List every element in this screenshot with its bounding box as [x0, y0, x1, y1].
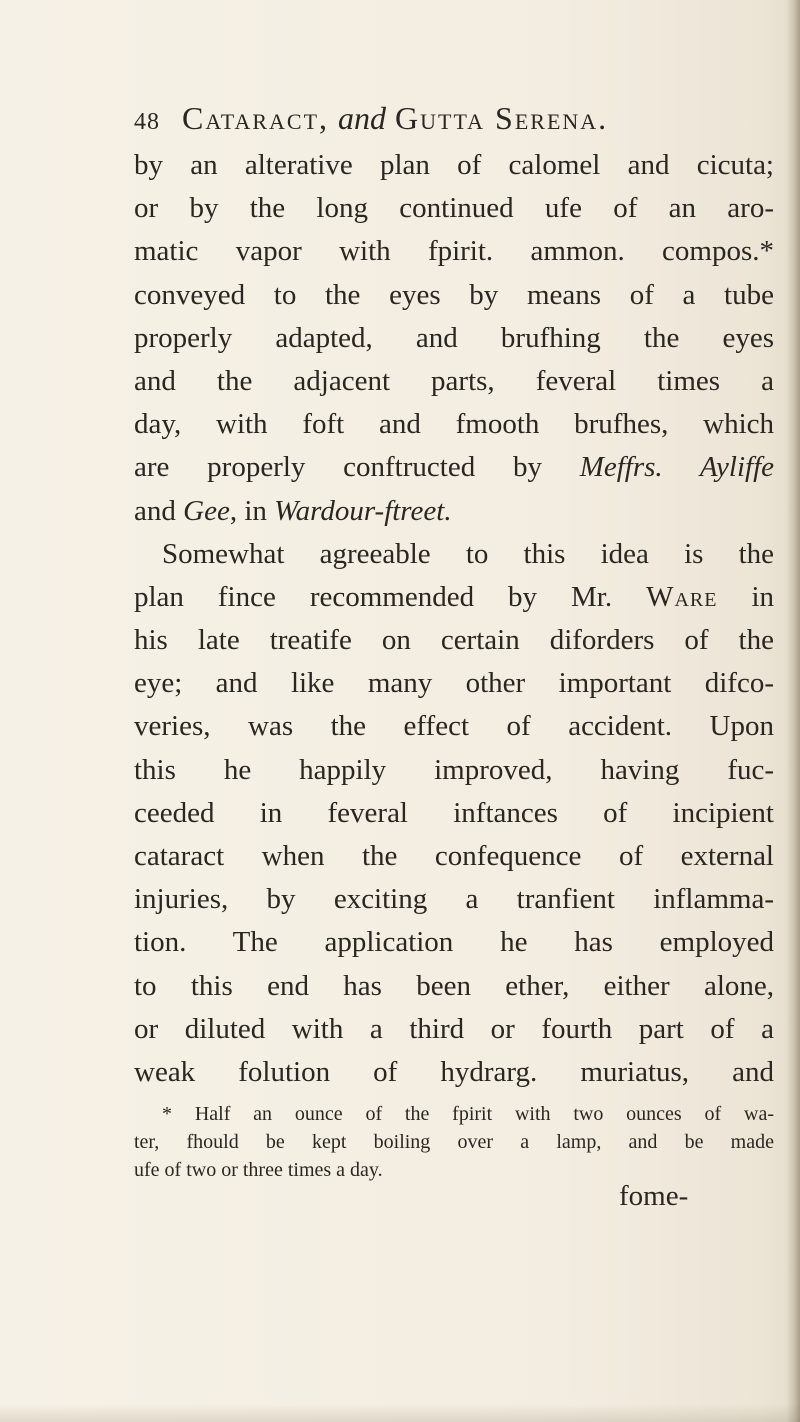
- text-line: to this end has been ether, either alone,: [134, 969, 774, 1002]
- text-line: or diluted with a third or fourth part of a: [134, 1012, 774, 1045]
- text-line: this he happily improved, having fuc-: [134, 753, 774, 786]
- text-line: cataract when the confequence of external: [134, 840, 774, 872]
- footnote-line: * Half an ounce of the fpirit with two ounces of wa-: [162, 1103, 774, 1125]
- catchword: fome-: [619, 1180, 689, 1212]
- italic-street-name: Wardour-ftreet.: [274, 494, 452, 527]
- text-line: injuries, by exciting a tranfient inflamma-: [134, 883, 774, 916]
- small-caps-name-ware: Ware: [646, 580, 718, 613]
- running-header: [134, 100, 608, 137]
- text-line: matic vapor with fpirit. ammon. compos.*: [134, 235, 774, 268]
- page-edge-shadow: [786, 0, 800, 1422]
- text-line: tion. The application he has employed: [134, 926, 774, 959]
- text-line: conveyed to the eyes by means of a tube: [134, 278, 774, 311]
- text-line: and the adjacent parts, feveral times a: [134, 364, 774, 397]
- paragraph-start-line: Somewhat agreeable to this idea is the: [162, 537, 774, 570]
- text-line: weak folution of hydrarg. muriatus, and: [134, 1055, 774, 1088]
- text-line: [134, 446, 774, 489]
- header-title-and: and: [338, 100, 387, 136]
- footnote-line: ter, fhould be kept boiling over a lamp, and be made: [134, 1131, 774, 1153]
- text-segment: in: [717, 580, 774, 613]
- text-line: properly adapted, and brufhing the eyes: [134, 321, 774, 354]
- text-segment: are properly conftructed by: [134, 451, 580, 484]
- text-line: his late treatife on certain diforders of the: [134, 624, 774, 657]
- header-title-part2: Gutta Serena.: [395, 100, 609, 136]
- footnote-line: ufe of two or three times a day.: [134, 1159, 383, 1181]
- text-line: [134, 490, 774, 533]
- italic-name-messrs-ayliffe: Meffrs. Ayliffe: [579, 451, 775, 484]
- text-segment: , in: [229, 494, 275, 527]
- text-line: by an alterative plan of calomel and cicuta;: [134, 149, 774, 181]
- text-segment: and: [134, 494, 184, 527]
- main-text: [134, 144, 774, 1094]
- page-number: 48: [134, 109, 160, 135]
- footnote: [134, 1100, 774, 1184]
- text-line: ceeded in feveral inftances of incipient: [134, 796, 774, 829]
- italic-name-gee: Gee: [183, 494, 230, 527]
- text-line: veries, was the effect of accident. Upon: [134, 710, 774, 743]
- text-segment: plan fince recommended by Mr.: [134, 580, 647, 613]
- text-line: or by the long continued ufe of an aro-: [134, 192, 774, 225]
- text-line: [134, 576, 774, 619]
- page-bottom-shadow: [0, 1404, 800, 1422]
- text-line: day, with foft and fmooth brufhes, which: [134, 408, 774, 441]
- text-line: eye; and like many other important difco-: [134, 667, 774, 700]
- header-title-part1: Cataract,: [182, 100, 330, 136]
